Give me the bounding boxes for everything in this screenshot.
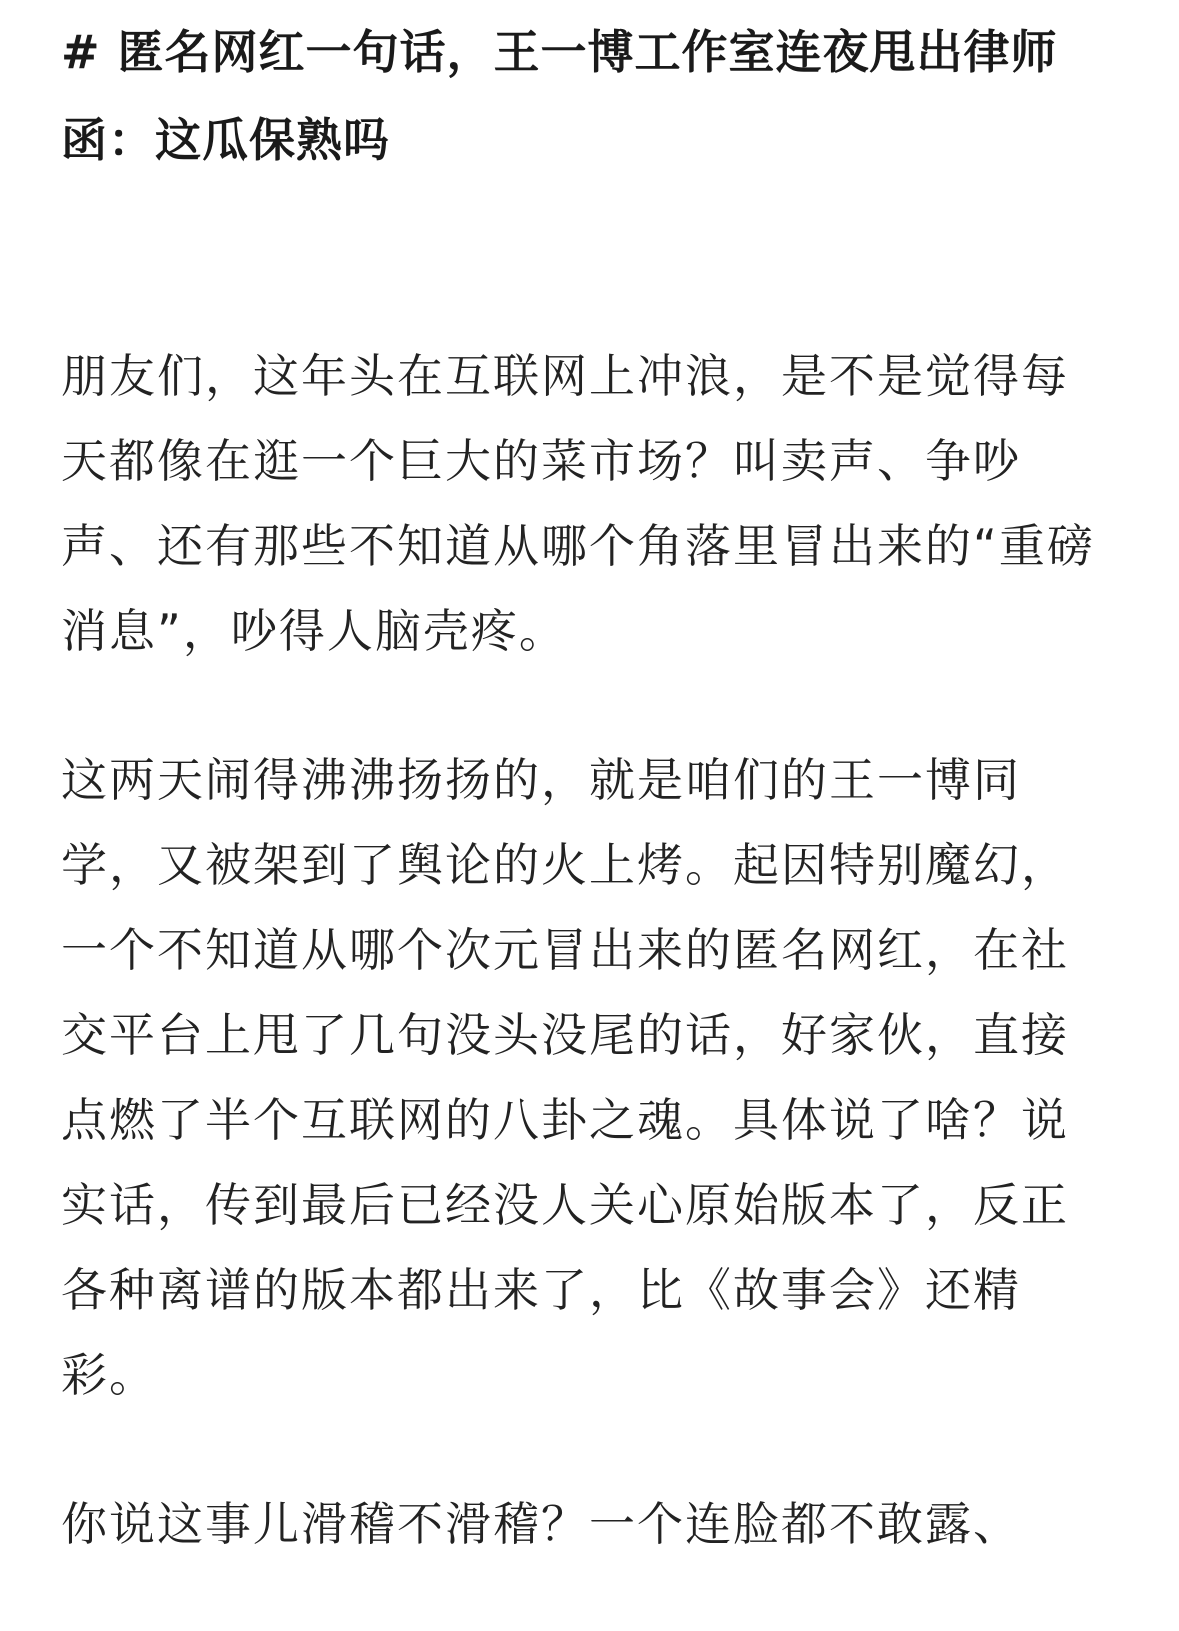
title-spacer [61,184,1107,334]
article-paragraph-1: 朋友们，这年头在互联网上冲浪，是不是觉得每天都像在逛一个巨大的菜市场？叫卖声、争吵声、还有那些不知道从哪个角落里冒出来的“重磅消息”，吵得人脑壳疼。 [61,349,1095,658]
article-title: # 匿名网红一句话，王一博工作室连夜甩出律师函：这瓜保熟吗 [61,25,1058,167]
article-paragraph-2: 这两天闹得沸沸扬扬的，就是咱们的王一博同学，又被架到了舆论的火上烤。起因特别魔幻，一个不知道从哪个次元冒出来的匿名网红，在社交平台上甩了几句没头没尾的话，好家伙，直接点燃了半个互联网的八卦之魂。具体说了啥？说实话，传到最后已经没人关心原始版本了，反正各种离谱的版本都出来了，比《故事会》还精彩。 [61,753,1069,1402]
article [61,0,1107,1631]
article-paragraph-3: 你说这事儿滑稽不滑稽？一个连脸都不敢露、 [61,1497,1021,1551]
